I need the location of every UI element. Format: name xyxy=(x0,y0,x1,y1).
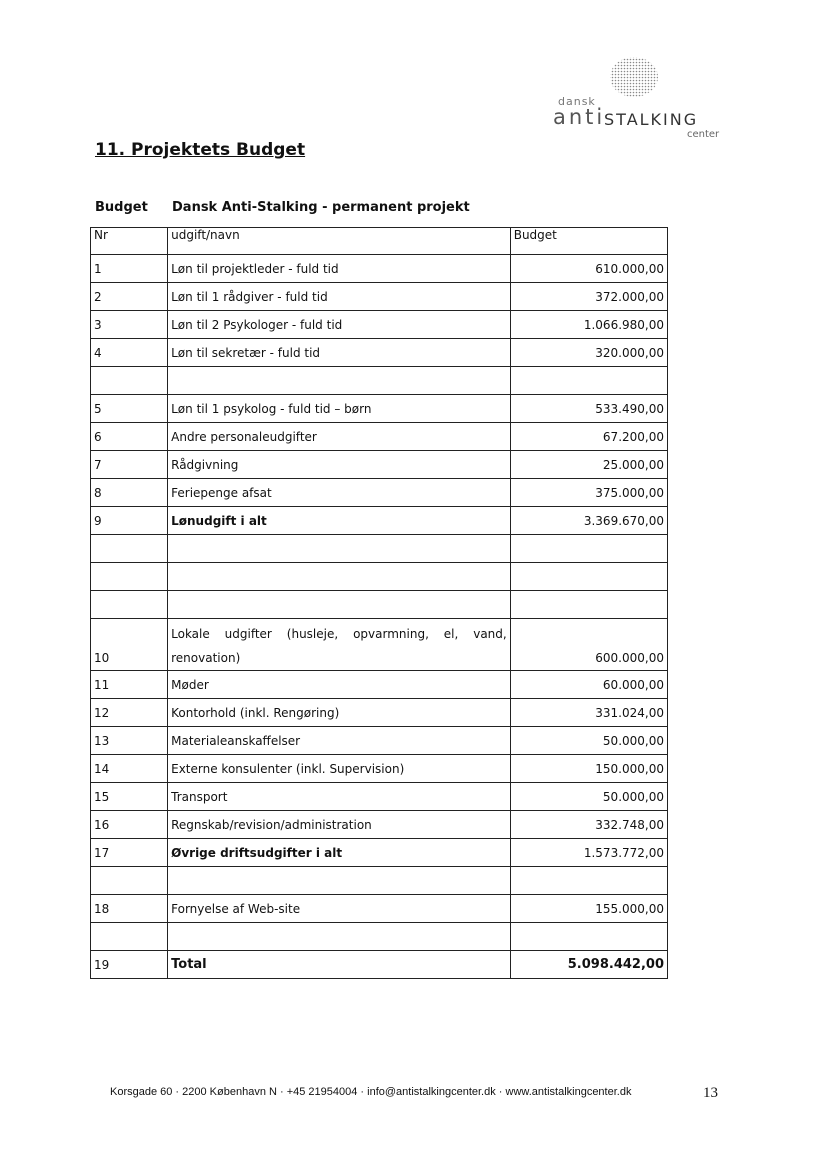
row-name: Feriepenge afsat xyxy=(168,479,511,507)
row-amount xyxy=(510,923,667,951)
row-amount: 375.000,00 xyxy=(510,479,667,507)
header-name: udgift/navn xyxy=(168,228,511,255)
row-amount: 50.000,00 xyxy=(510,727,667,755)
row-name: Løn til 1 rådgiver - fuld tid xyxy=(168,283,511,311)
footer-address: Korsgade 60 · 2200 København N · +45 21954004 · info@antistalkingcenter.dk · www.antistalkingcenter.dk xyxy=(110,1086,632,1098)
row-name: Regnskab/revision/administration xyxy=(168,811,511,839)
table-row-empty xyxy=(91,535,668,563)
row-amount: 332.748,00 xyxy=(510,811,667,839)
table-row-empty xyxy=(91,367,668,395)
table-row-total xyxy=(91,951,668,979)
row-name: Øvrige driftsudgifter i alt xyxy=(168,839,511,867)
table-row xyxy=(91,339,668,367)
row-name: Løn til 2 Psykologer - fuld tid xyxy=(168,311,511,339)
row-name xyxy=(168,367,511,395)
table-row-empty xyxy=(91,923,668,951)
header-budget: Budget xyxy=(510,228,667,255)
table-row xyxy=(91,699,668,727)
dotted-circle-icon xyxy=(608,55,660,99)
row-name xyxy=(168,535,511,563)
table-row-subtotal xyxy=(91,507,668,535)
row-name: Externe konsulenter (inkl. Supervision) xyxy=(168,755,511,783)
row-amount xyxy=(510,563,667,591)
row-nr: 2 xyxy=(91,283,168,311)
table-header-row xyxy=(91,228,668,255)
row-nr: 4 xyxy=(91,339,168,367)
table-row xyxy=(91,783,668,811)
table-row xyxy=(91,395,668,423)
row-name xyxy=(168,619,511,671)
row-nr: 7 xyxy=(91,451,168,479)
row-nr: 1 xyxy=(91,255,168,283)
logo-anti: anti xyxy=(553,105,606,129)
row-name: Løn til projektleder - fuld tid xyxy=(168,255,511,283)
row-nr xyxy=(91,535,168,563)
row-amount xyxy=(510,367,667,395)
row-amount: 1.066.980,00 xyxy=(510,311,667,339)
row-amount: 150.000,00 xyxy=(510,755,667,783)
table-row xyxy=(91,423,668,451)
row-name: Andre personaleudgifter xyxy=(168,423,511,451)
row-nr: 5 xyxy=(91,395,168,423)
row-name xyxy=(168,591,511,619)
row-name xyxy=(168,867,511,895)
row-name-line1: Lokale udgifter (husleje, opvarmning, el, vand, xyxy=(171,627,507,641)
row-name: Transport xyxy=(168,783,511,811)
row-nr xyxy=(91,591,168,619)
row-amount xyxy=(510,535,667,563)
table-row xyxy=(91,255,668,283)
row-nr: 15 xyxy=(91,783,168,811)
row-name: Løn til sekretær - fuld tid xyxy=(168,339,511,367)
project-title: Dansk Anti-Stalking - permanent projekt xyxy=(172,200,470,215)
row-name: Kontorhold (inkl. Rengøring) xyxy=(168,699,511,727)
row-amount: 60.000,00 xyxy=(510,671,667,699)
page-number: 13 xyxy=(703,1085,718,1101)
row-amount: 5.098.442,00 xyxy=(510,951,667,979)
row-nr: 13 xyxy=(91,727,168,755)
row-amount: 610.000,00 xyxy=(510,255,667,283)
row-nr: 16 xyxy=(91,811,168,839)
row-amount: 533.490,00 xyxy=(510,395,667,423)
row-amount: 3.369.670,00 xyxy=(510,507,667,535)
table-row xyxy=(91,671,668,699)
table-row xyxy=(91,451,668,479)
logo-center: center xyxy=(687,129,720,140)
logo-stalking: STALKING xyxy=(604,110,699,129)
row-amount: 320.000,00 xyxy=(510,339,667,367)
row-name xyxy=(168,923,511,951)
table-row xyxy=(91,311,668,339)
row-amount: 50.000,00 xyxy=(510,783,667,811)
table-row-subtotal xyxy=(91,839,668,867)
row-name xyxy=(168,563,511,591)
row-amount: 372.000,00 xyxy=(510,283,667,311)
row-nr: 12 xyxy=(91,699,168,727)
budget-table xyxy=(90,227,668,979)
row-nr xyxy=(91,867,168,895)
row-name: Materialeanskaffelser xyxy=(168,727,511,755)
logo-dansk: dansk xyxy=(558,95,596,108)
row-name-line2: renovation) xyxy=(171,651,241,665)
table-row xyxy=(91,619,668,671)
row-name: Møder xyxy=(168,671,511,699)
table-row xyxy=(91,727,668,755)
row-name: Lønudgift i alt xyxy=(168,507,511,535)
row-amount xyxy=(510,867,667,895)
row-amount: 25.000,00 xyxy=(510,451,667,479)
table-row xyxy=(91,755,668,783)
table-row xyxy=(91,479,668,507)
page-title: 11. Projektets Budget xyxy=(95,140,306,160)
table-row-empty xyxy=(91,867,668,895)
table-row xyxy=(91,895,668,923)
row-name: Fornyelse af Web-site xyxy=(168,895,511,923)
row-nr xyxy=(91,563,168,591)
row-amount: 67.200,00 xyxy=(510,423,667,451)
row-nr: 9 xyxy=(91,507,168,535)
row-nr: 8 xyxy=(91,479,168,507)
row-nr: 19 xyxy=(91,951,168,979)
row-nr: 6 xyxy=(91,423,168,451)
row-amount: 600.000,00 xyxy=(510,619,667,671)
row-name: Løn til 1 psykolog - fuld tid – børn xyxy=(168,395,511,423)
row-nr: 14 xyxy=(91,755,168,783)
logo xyxy=(540,55,720,145)
row-nr xyxy=(91,923,168,951)
row-amount: 1.573.772,00 xyxy=(510,839,667,867)
table-row-empty xyxy=(91,563,668,591)
row-amount xyxy=(510,591,667,619)
table-row xyxy=(91,811,668,839)
row-nr: 11 xyxy=(91,671,168,699)
row-nr: 10 xyxy=(91,619,168,671)
table-row-empty xyxy=(91,591,668,619)
row-nr xyxy=(91,367,168,395)
table-row xyxy=(91,283,668,311)
row-nr: 17 xyxy=(91,839,168,867)
row-amount: 155.000,00 xyxy=(510,895,667,923)
header-nr: Nr xyxy=(91,228,168,255)
row-amount: 331.024,00 xyxy=(510,699,667,727)
row-nr: 3 xyxy=(91,311,168,339)
budget-label: Budget xyxy=(95,200,148,215)
row-name: Total xyxy=(168,951,511,979)
row-nr: 18 xyxy=(91,895,168,923)
row-name: Rådgivning xyxy=(168,451,511,479)
